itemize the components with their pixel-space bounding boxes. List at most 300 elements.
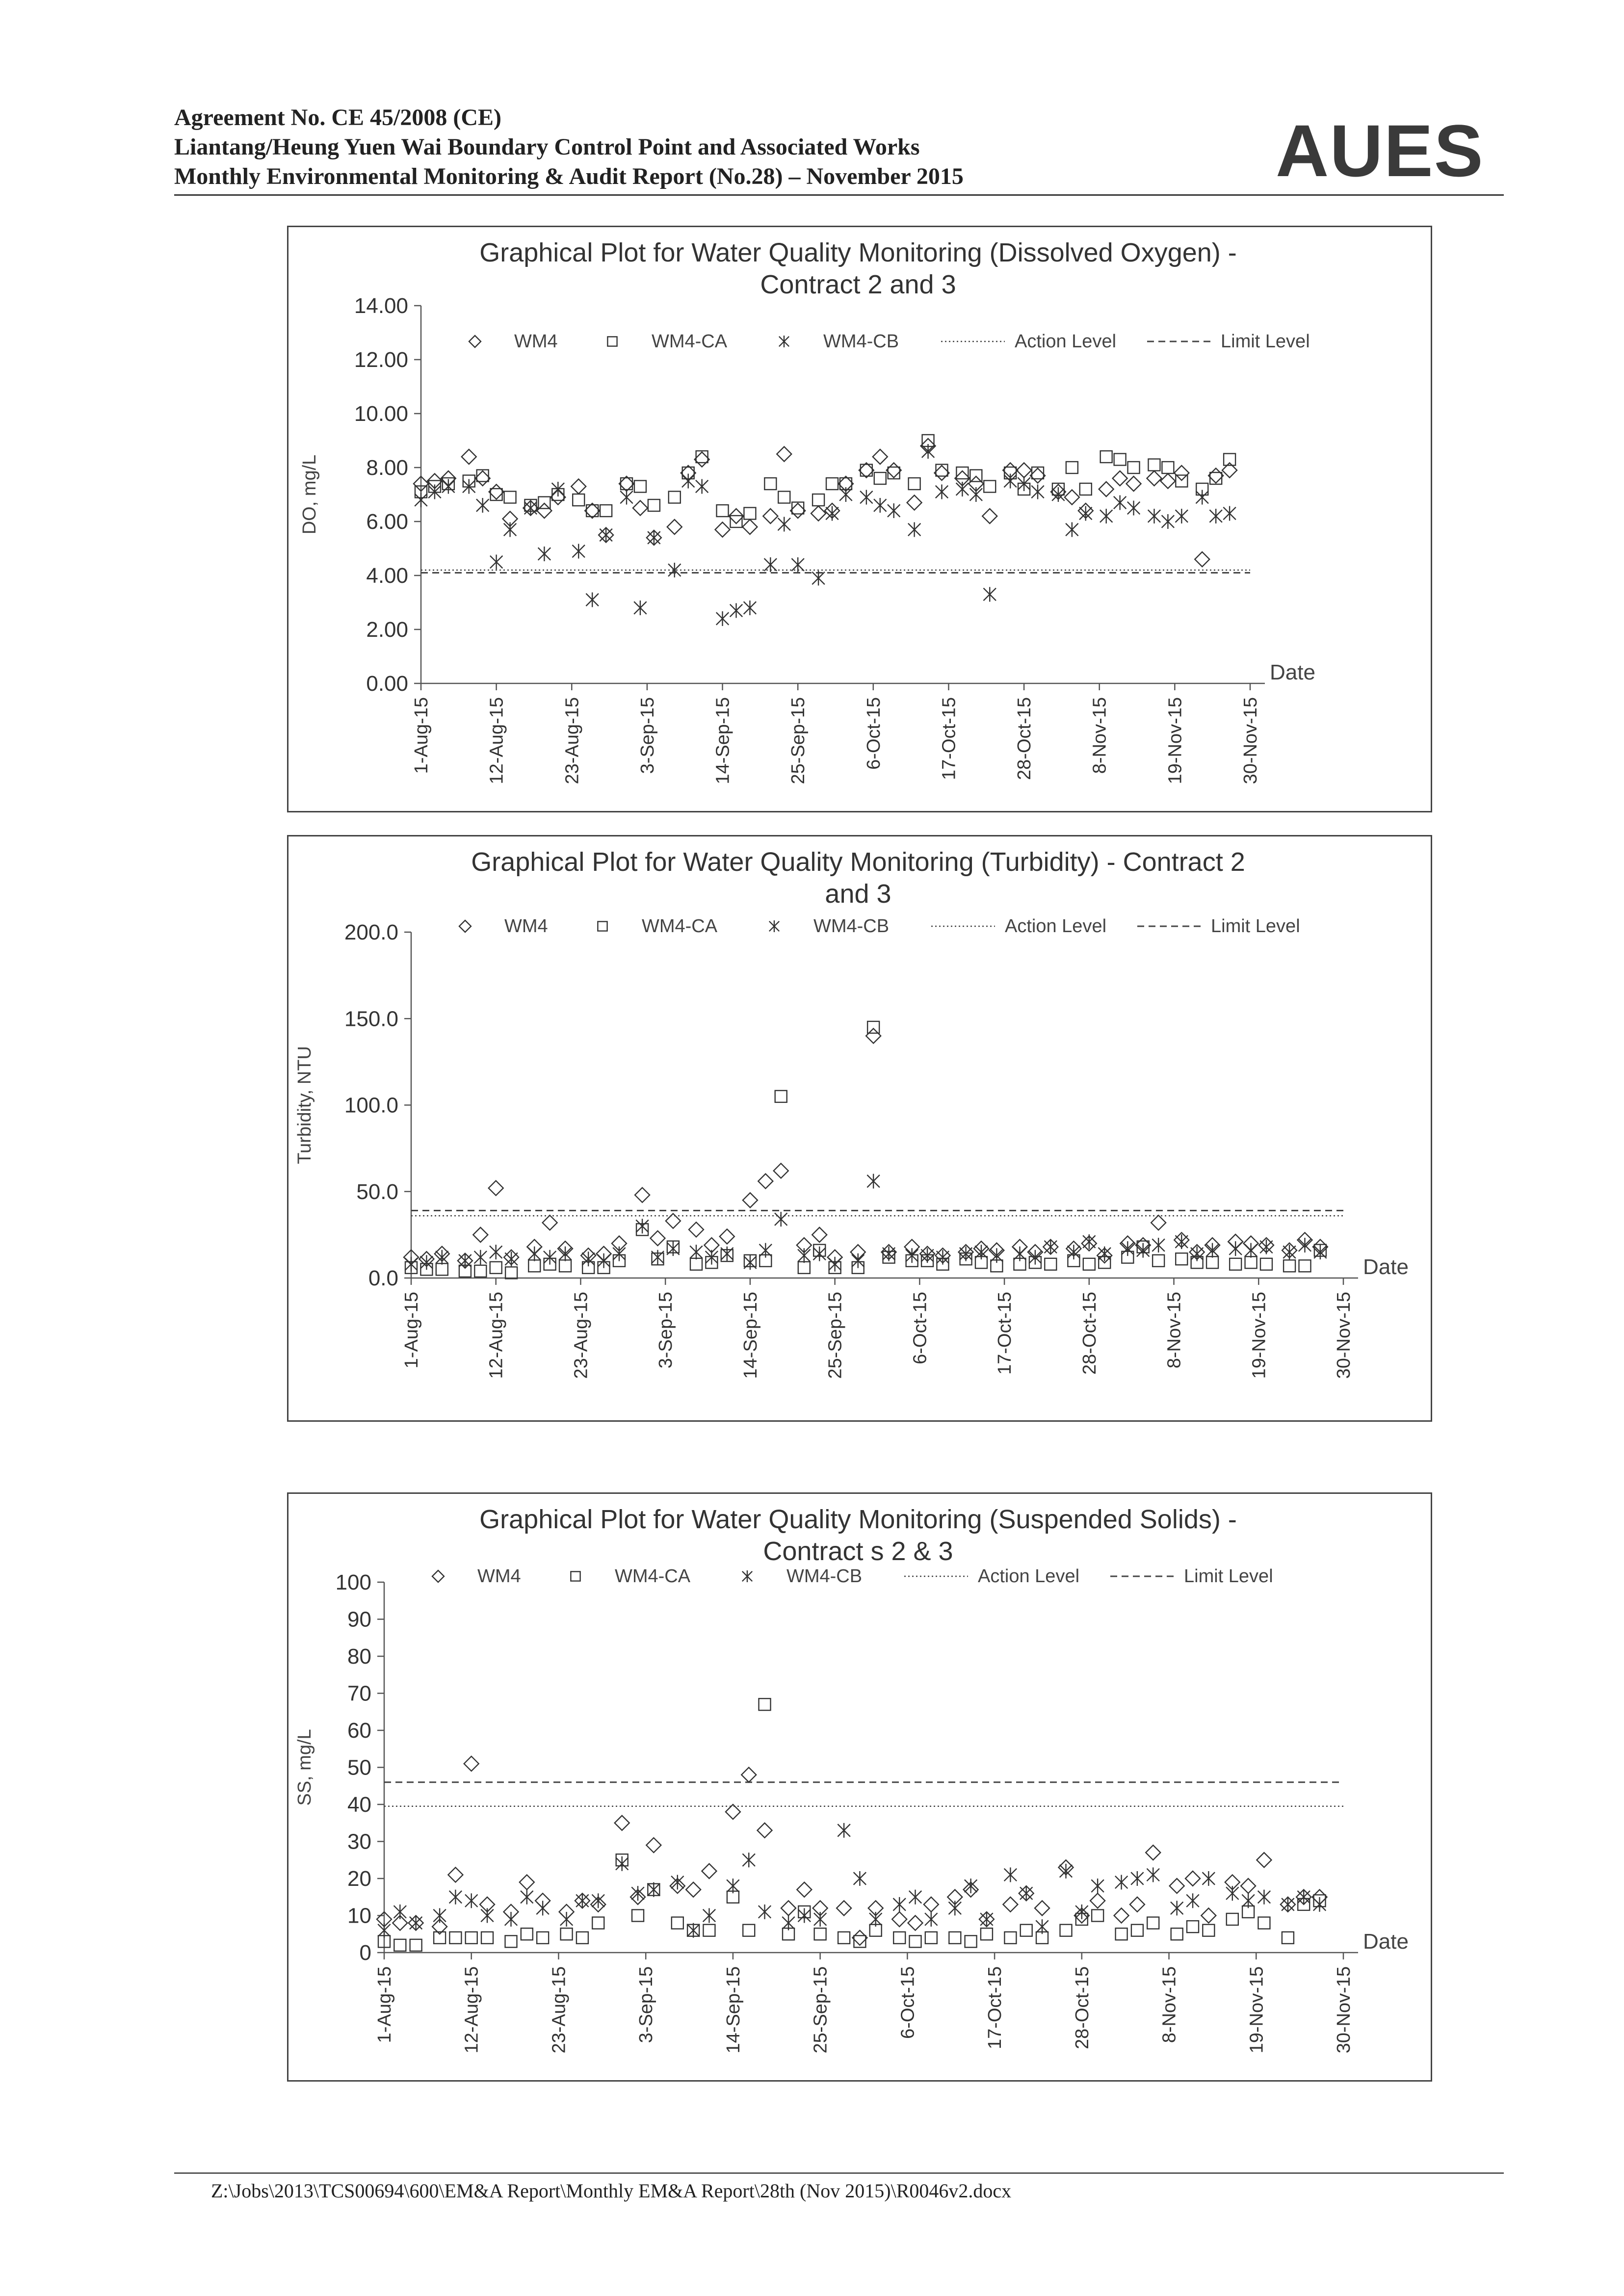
- chart-dissolved-oxygen: [287, 226, 1432, 812]
- data-point-wm4-ca: [669, 492, 681, 503]
- data-point-wm4-cb: [1122, 1241, 1134, 1256]
- x-tick-label: 19-Nov-15: [1165, 697, 1186, 784]
- y-axis-label: DO, mg/L: [299, 454, 320, 535]
- data-point-wm4-cb: [970, 487, 983, 502]
- data-point-wm4-cb: [1004, 1867, 1017, 1882]
- data-point-wm4-cb: [1036, 1919, 1048, 1934]
- y-tick-label: 100.0: [344, 1093, 398, 1118]
- data-point-wm4-cb: [687, 1923, 700, 1938]
- x-tick-label: 14-Sep-15: [740, 1292, 761, 1379]
- aues-logo: [1276, 109, 1484, 192]
- footer-rule: [174, 2172, 1504, 2174]
- data-point-wm4: [774, 1163, 788, 1178]
- data-point-wm4-cb: [521, 1890, 533, 1905]
- data-point-wm4: [650, 1231, 665, 1246]
- data-point-wm4-cb: [908, 522, 921, 537]
- data-point-wm4-cb: [852, 1253, 864, 1268]
- data-point-wm4-ca: [1114, 454, 1126, 466]
- y-tick-label: 6.00: [366, 510, 408, 534]
- data-point-wm4-ca: [1100, 451, 1112, 463]
- data-point-wm4: [743, 1193, 758, 1207]
- data-point-wm4-cb: [433, 1908, 446, 1923]
- legend-label: WM4: [504, 916, 548, 937]
- data-point-wm4-cb: [980, 1912, 993, 1927]
- data-point-wm4-cb: [716, 611, 729, 626]
- x-tick-label: 28-Oct-15: [1014, 697, 1035, 780]
- y-tick-label: 10: [347, 1904, 371, 1928]
- data-point-wm4-ca: [838, 1932, 850, 1944]
- data-point-wm4: [1195, 552, 1209, 567]
- data-point-wm4: [702, 1864, 716, 1879]
- x-tick-label: 14-Sep-15: [712, 697, 733, 784]
- data-point-wm4-ca: [893, 1932, 905, 1944]
- legend-marker-diamond: [469, 336, 481, 347]
- data-point-wm4: [571, 479, 586, 494]
- data-point-wm4-cb: [936, 485, 948, 499]
- data-point-wm4: [934, 466, 949, 480]
- data-point-wm4-ca: [559, 1260, 571, 1272]
- data-point-wm4: [852, 1931, 867, 1945]
- data-point-wm4-cb: [1131, 1871, 1144, 1886]
- report-title: Monthly Environmental Monitoring & Audit Report (No.28) – November 2015: [174, 163, 964, 189]
- data-point-wm4-cb: [1137, 1243, 1150, 1258]
- legend-label: Limit Level: [1211, 916, 1300, 937]
- data-point-wm4: [686, 1882, 701, 1897]
- x-tick-label: 6-Oct-15: [910, 1292, 931, 1364]
- y-tick-label: 70: [347, 1681, 371, 1706]
- data-point-wm4-cb: [798, 1908, 811, 1923]
- data-point-wm4-cb: [652, 1250, 664, 1265]
- data-point-wm4-cb: [744, 600, 757, 615]
- data-point-wm4-cb: [668, 563, 681, 577]
- data-point-wm4-ca: [925, 1932, 937, 1944]
- data-point-wm4-cb: [1283, 1245, 1296, 1259]
- data-point-wm4-cb: [1282, 1897, 1294, 1912]
- y-axis-label: SS, mg/L: [294, 1729, 315, 1806]
- data-point-wm4-cb: [960, 1247, 972, 1261]
- legend-label: Limit Level: [1221, 331, 1310, 352]
- data-point-wm4-ca: [505, 1267, 517, 1278]
- x-tick-label: 6-Oct-15: [897, 1966, 918, 2039]
- data-point-wm4-cb: [798, 1248, 811, 1263]
- data-point-wm4-cb: [476, 498, 489, 513]
- data-point-wm4-ca: [1282, 1932, 1294, 1944]
- chart-title: Contract s 2 & 3: [763, 1537, 953, 1566]
- data-point-wm4: [720, 1229, 734, 1244]
- x-tick-label: 8-Nov-15: [1159, 1966, 1180, 2043]
- data-point-wm4-cb: [1162, 514, 1175, 529]
- y-axis-label: Turbidity, NTU: [294, 1046, 315, 1164]
- data-point-wm4-ca: [1045, 1258, 1056, 1270]
- data-point-wm4-cb: [410, 1916, 422, 1931]
- chart-title: Contract 2 and 3: [760, 270, 956, 299]
- x-tick-label: 28-Oct-15: [1079, 1292, 1100, 1375]
- data-point-wm4: [1201, 1908, 1216, 1923]
- data-point-wm4-cb: [394, 1905, 407, 1919]
- data-point-wm4-cb: [869, 1912, 882, 1927]
- data-point-wm4-cb: [1066, 522, 1078, 537]
- legend-label: Limit Level: [1184, 1566, 1273, 1587]
- header-rule: [174, 194, 1504, 196]
- y-tick-label: 0.0: [368, 1266, 398, 1290]
- data-point-wm4-ca: [528, 1260, 540, 1272]
- y-tick-label: 100: [335, 1570, 371, 1594]
- x-tick-label: 8-Nov-15: [1164, 1292, 1185, 1369]
- data-point-wm4-cb: [648, 530, 660, 545]
- chart-svg: [288, 836, 1428, 1417]
- data-point-wm4-cb: [696, 479, 708, 494]
- data-point-wm4-cb: [459, 1253, 471, 1268]
- data-point-wm4-ca: [814, 1928, 826, 1940]
- chart-title: Graphical Plot for Water Quality Monitoring (Turbidity) - Contract 2: [471, 847, 1245, 877]
- data-point-wm4-cb: [415, 493, 427, 507]
- data-point-wm4-cb: [814, 1912, 827, 1927]
- data-point-wm4-cb: [1209, 509, 1222, 523]
- data-point-wm4-cb: [1313, 1897, 1326, 1912]
- y-tick-label: 50.0: [356, 1179, 398, 1204]
- y-tick-label: 40: [347, 1793, 371, 1817]
- x-tick-label: 3-Sep-15: [636, 1966, 657, 2043]
- data-point-wm4-ca: [1147, 1917, 1159, 1929]
- data-point-wm4-cb: [490, 555, 503, 570]
- data-point-wm4-cb: [1258, 1890, 1271, 1905]
- data-point-wm4: [1208, 469, 1223, 483]
- data-point-wm4-cb: [1191, 1247, 1204, 1261]
- legend-marker-square: [598, 921, 607, 931]
- data-point-wm4-cb: [613, 1247, 626, 1261]
- legend-marker-square: [607, 337, 617, 346]
- agreement-number: Agreement No. CE 45/2008 (CE): [174, 104, 502, 130]
- chart-suspended-solids: [287, 1492, 1432, 2082]
- data-point-wm4-cb: [759, 1905, 771, 1919]
- legend-label: Action Level: [1015, 331, 1117, 352]
- data-point-wm4-cb: [906, 1248, 918, 1263]
- x-tick-label: 1-Aug-15: [374, 1966, 395, 2043]
- series-wm4: [377, 1756, 1327, 1945]
- legend-label: WM4-CB: [823, 331, 899, 352]
- data-point-wm4-ca: [764, 478, 776, 490]
- x-tick-label: 17-Oct-15: [985, 1966, 1006, 2049]
- data-point-wm4-ca: [449, 1932, 461, 1944]
- chart-title: Graphical Plot for Water Quality Monitoring (Dissolved Oxygen) -: [479, 238, 1237, 267]
- y-tick-label: 20: [347, 1867, 371, 1891]
- data-point-wm4-cb: [1004, 474, 1017, 489]
- data-point-wm4-ca: [481, 1932, 493, 1944]
- data-point-wm4-ca: [592, 1917, 604, 1929]
- data-point-wm4-cb: [544, 1250, 556, 1265]
- data-point-wm4: [866, 1029, 881, 1044]
- y-tick-label: 80: [347, 1644, 371, 1669]
- data-point-wm4: [1035, 1901, 1049, 1915]
- data-point-wm4-ca: [956, 467, 968, 479]
- data-point-wm4-ca: [874, 472, 886, 484]
- x-tick-label: 12-Aug-15: [486, 697, 507, 784]
- data-point-wm4-cb: [893, 1897, 906, 1912]
- x-axis-label: Date: [1270, 660, 1315, 684]
- data-point-wm4-ca: [909, 478, 920, 490]
- data-point-wm4: [812, 1227, 827, 1242]
- x-tick-label: 19-Nov-15: [1249, 1292, 1270, 1379]
- data-point-wm4-cb: [727, 1879, 739, 1893]
- data-point-wm4: [1185, 1871, 1200, 1886]
- data-point-wm4-cb: [504, 522, 517, 537]
- data-point-wm4-ca: [1187, 1921, 1199, 1932]
- legend-marker-asterisk: [769, 920, 779, 932]
- data-point-wm4: [1126, 476, 1141, 491]
- data-point-wm4-ca: [505, 1935, 517, 1947]
- data-point-wm4: [1147, 471, 1161, 486]
- data-point-wm4: [1003, 1897, 1018, 1912]
- data-point-wm4-ca: [504, 492, 516, 503]
- legend-label: WM4: [514, 331, 558, 352]
- data-point-wm4-ca: [1116, 1928, 1127, 1940]
- series-wm4: [404, 1029, 1328, 1268]
- data-point-wm4-ca: [1162, 462, 1174, 473]
- chart-svg: [288, 1494, 1428, 2077]
- data-point-wm4: [585, 503, 600, 518]
- data-point-wm4-cb: [1206, 1243, 1219, 1258]
- data-point-wm4: [1099, 482, 1114, 496]
- chart-turbidity: [287, 835, 1432, 1422]
- data-point-wm4-ca: [984, 481, 995, 493]
- data-point-wm4-cb: [682, 474, 695, 489]
- data-point-wm4-cb: [1297, 1890, 1310, 1905]
- x-tick-label: 28-Oct-15: [1072, 1966, 1093, 2049]
- series-wm4: [414, 439, 1237, 567]
- data-point-wm4-cb: [813, 1247, 826, 1261]
- y-tick-label: 0.00: [366, 672, 408, 696]
- data-point-wm4-cb: [576, 1893, 589, 1908]
- data-point-wm4: [462, 449, 476, 464]
- data-point-wm4-ca: [573, 494, 584, 506]
- legend-marker-asterisk: [779, 336, 789, 347]
- data-point-wm4-ca: [632, 1910, 644, 1922]
- data-point-wm4-ca: [1021, 1925, 1032, 1936]
- data-point-wm4: [907, 496, 922, 510]
- data-point-wm4-ca: [1131, 1925, 1143, 1936]
- data-point-wm4-cb: [1148, 509, 1161, 523]
- data-point-wm4-cb: [634, 600, 647, 615]
- data-point-wm4: [489, 485, 504, 499]
- y-tick-label: 50: [347, 1755, 371, 1780]
- x-axis-label: Date: [1363, 1255, 1409, 1279]
- x-tick-label: 3-Sep-15: [655, 1292, 677, 1369]
- data-point-wm4-ca: [910, 1935, 921, 1947]
- data-point-wm4-cb: [378, 1923, 391, 1938]
- data-point-wm4-cb: [775, 1212, 787, 1226]
- y-tick-label: 60: [347, 1719, 371, 1743]
- data-point-wm4: [1241, 1879, 1256, 1893]
- logo-text: AUES: [1276, 109, 1484, 192]
- data-point-wm4-ca: [576, 1932, 588, 1944]
- y-tick-label: 200.0: [344, 920, 398, 944]
- data-point-wm4: [1130, 1897, 1145, 1912]
- data-point-wm4-cb: [600, 528, 612, 543]
- data-point-wm4: [790, 503, 805, 518]
- data-point-wm4-cb: [909, 1890, 922, 1905]
- data-point-wm4-ca: [1176, 1253, 1187, 1265]
- data-point-wm4-cb: [956, 482, 969, 496]
- y-tick-label: 8.00: [366, 456, 408, 480]
- data-point-wm4-ca: [474, 1265, 486, 1277]
- data-point-wm4-cb: [536, 1901, 549, 1915]
- data-point-wm4-cb: [764, 557, 777, 572]
- data-point-wm4-cb: [791, 557, 804, 572]
- data-point-wm4-cb: [867, 1174, 880, 1189]
- data-point-wm4-ca: [981, 1928, 993, 1940]
- x-tick-label: 23-Aug-15: [562, 697, 583, 784]
- data-point-wm4: [475, 471, 490, 486]
- data-point-wm4-cb: [1229, 1241, 1242, 1256]
- x-tick-label: 17-Oct-15: [939, 697, 960, 780]
- data-point-wm4-ca: [648, 499, 660, 511]
- data-point-wm4-cb: [949, 1901, 962, 1915]
- data-point-wm4: [758, 1174, 773, 1189]
- data-point-wm4: [781, 1901, 796, 1915]
- x-tick-label: 14-Sep-15: [723, 1966, 744, 2054]
- data-point-wm4: [695, 452, 709, 467]
- data-point-wm4: [1146, 1845, 1160, 1860]
- data-point-wm4-cb: [598, 1253, 610, 1268]
- data-point-wm4-ca: [1080, 483, 1092, 495]
- y-tick-label: 14.00: [354, 294, 408, 318]
- data-point-wm4: [489, 1181, 503, 1196]
- data-point-wm4-ca: [717, 505, 729, 517]
- data-point-wm4: [1113, 471, 1127, 486]
- data-point-wm4-cb: [1020, 1886, 1033, 1901]
- data-point-wm4-ca: [1171, 1928, 1183, 1940]
- data-point-wm4-cb: [465, 1893, 478, 1908]
- data-point-wm4-cb: [449, 1890, 462, 1905]
- data-point-wm4-cb: [839, 487, 852, 502]
- data-point-wm4-ca: [1060, 1925, 1072, 1936]
- data-point-wm4: [1065, 490, 1079, 505]
- data-point-wm4-ca: [1258, 1917, 1270, 1929]
- y-tick-label: 30: [347, 1829, 371, 1854]
- data-point-wm4: [924, 1897, 939, 1912]
- legend-label: WM4-CB: [813, 916, 890, 937]
- data-point-wm4-cb: [925, 1912, 938, 1927]
- data-point-wm4: [619, 476, 634, 491]
- data-point-wm4: [982, 509, 997, 523]
- x-tick-label: 30-Nov-15: [1334, 1966, 1354, 2054]
- data-point-wm4-ca: [743, 1925, 755, 1936]
- data-point-wm4-ca: [1245, 1256, 1257, 1268]
- data-point-wm4-ca: [744, 508, 756, 520]
- data-point-wm4: [633, 501, 648, 516]
- data-point-wm4: [892, 1912, 907, 1927]
- data-point-wm4-cb: [721, 1247, 733, 1261]
- data-point-wm4: [859, 463, 874, 478]
- data-point-wm4: [448, 1867, 463, 1882]
- data-point-wm4: [689, 1222, 704, 1237]
- series-wm4-ca: [378, 1698, 1326, 1951]
- data-point-wm4-cb: [1045, 1240, 1057, 1254]
- data-point-wm4: [635, 1188, 650, 1202]
- data-point-wm4-ca: [672, 1917, 683, 1929]
- data-point-wm4: [742, 520, 757, 534]
- series-wm4-cb: [415, 444, 1236, 626]
- data-point-wm4-ca: [1283, 1260, 1295, 1272]
- data-point-wm4-cb: [586, 593, 599, 607]
- data-point-wm4-ca: [759, 1698, 771, 1710]
- data-point-wm4-ca: [690, 1258, 702, 1270]
- data-point-wm4-ca: [861, 465, 872, 476]
- legend-label: WM4-CA: [642, 916, 718, 937]
- data-point-wm4-cb: [860, 490, 873, 505]
- data-point-wm4: [837, 1901, 851, 1915]
- data-point-wm4-cb: [1114, 496, 1126, 510]
- data-point-wm4-cb: [505, 1252, 518, 1266]
- data-point-wm4-ca: [561, 1928, 573, 1940]
- legend-marker-square: [571, 1571, 580, 1581]
- data-point-wm4-cb: [854, 1871, 866, 1886]
- y-tick-label: 10.00: [354, 402, 408, 426]
- data-point-wm4-cb: [1014, 1247, 1026, 1261]
- data-point-wm4-cb: [778, 517, 790, 532]
- data-point-wm4: [1257, 1852, 1271, 1867]
- legend-marker-diamond: [459, 920, 471, 932]
- chart-title: and 3: [825, 879, 891, 909]
- data-point-wm4-cb: [690, 1245, 703, 1259]
- x-tick-label: 30-Nov-15: [1240, 697, 1261, 784]
- legend-marker-asterisk: [742, 1570, 752, 1582]
- data-point-wm4: [615, 1816, 629, 1830]
- data-point-wm4-cb: [490, 1245, 502, 1259]
- data-point-wm4-cb: [538, 547, 551, 561]
- data-point-wm4-cb: [1031, 485, 1044, 499]
- data-point-wm4-cb: [874, 498, 887, 513]
- data-point-wm4-ca: [1260, 1258, 1272, 1270]
- data-point-wm4-cb: [528, 1247, 541, 1261]
- data-point-wm4-ca: [600, 505, 612, 517]
- data-point-wm4-ca: [521, 1928, 533, 1940]
- data-point-wm4-cb: [1186, 1893, 1199, 1908]
- legend-label: WM4-CA: [615, 1566, 691, 1587]
- data-point-wm4-ca: [394, 1939, 406, 1951]
- x-axis-label: Date: [1363, 1930, 1409, 1954]
- x-tick-label: 6-Oct-15: [863, 697, 884, 770]
- data-point-wm4-cb: [1152, 1238, 1165, 1252]
- data-point-wm4-cb: [782, 1916, 795, 1931]
- data-point-wm4-cb: [1226, 1886, 1239, 1901]
- data-point-wm4-cb: [1223, 506, 1236, 521]
- data-point-wm4-cb: [984, 587, 996, 602]
- data-point-wm4-ca: [949, 1932, 961, 1944]
- data-point-wm4-cb: [1314, 1245, 1327, 1259]
- data-point-wm4-cb: [572, 544, 585, 559]
- legend-label: WM4: [477, 1566, 521, 1587]
- data-point-wm4: [1017, 463, 1031, 478]
- data-point-wm4: [464, 1756, 479, 1771]
- x-tick-label: 25-Sep-15: [788, 697, 809, 784]
- data-point-wm4-ca: [537, 1932, 549, 1944]
- legend-label: Action Level: [1005, 916, 1107, 937]
- project-title: Liantang/Heung Yuen Wai Boundary Control Point and Associated Works: [174, 134, 920, 160]
- data-point-wm4-cb: [636, 1219, 649, 1233]
- data-point-wm4-ca: [1230, 1258, 1241, 1270]
- data-point-wm4: [763, 509, 778, 523]
- data-point-wm4-cb: [560, 1912, 573, 1927]
- data-point-wm4-ca: [1128, 462, 1140, 473]
- data-point-wm4-ca: [730, 516, 742, 527]
- data-point-wm4-cb: [1299, 1238, 1311, 1252]
- data-point-wm4-cb: [1196, 490, 1208, 505]
- data-point-wm4-ca: [1227, 1913, 1238, 1925]
- data-point-wm4: [811, 506, 826, 521]
- data-point-wm4: [758, 1823, 772, 1838]
- data-point-wm4-cb: [922, 444, 935, 459]
